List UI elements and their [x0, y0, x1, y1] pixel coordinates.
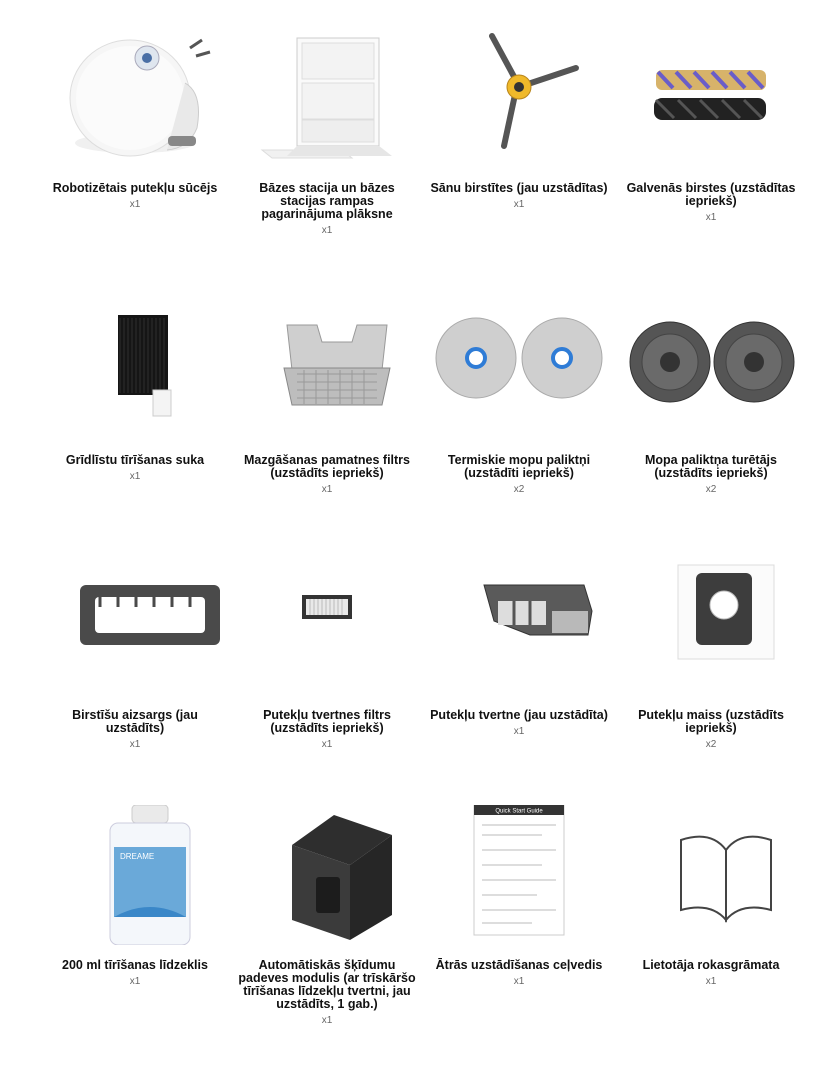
base-station-icon: [242, 28, 412, 168]
item-name: Ātrās uzstādīšanas ceļvedis: [435, 958, 603, 972]
item-robot-vacuum: [35, 28, 235, 210]
item-quantity: x1: [321, 225, 333, 236]
item-quantity: x1: [513, 976, 525, 987]
bottle-brand: DREAME: [120, 852, 155, 861]
item-name: Lietotāja rokasgrāmata: [642, 958, 780, 972]
item-baseboard-brush: [35, 300, 235, 482]
item-quantity: x1: [129, 199, 141, 210]
item-name: Galvenās birstes (uzstādītas iepriekš): [626, 181, 796, 208]
item-quantity: x2: [705, 484, 717, 495]
dustbin-filter-icon: [242, 555, 412, 695]
item-brush-guard: [35, 555, 235, 750]
item-mop-pads: [419, 300, 619, 495]
item-quantity: x1: [513, 199, 525, 210]
item-dust-bag: [611, 555, 811, 750]
item-name: Robotizētais putekļu sūcējs: [52, 181, 218, 195]
brush-guard-icon: [50, 555, 220, 695]
item-name: 200 ml tīrīšanas līdzeklis: [62, 958, 208, 972]
item-name: Putekļu maiss (uzstādīts iepriekš): [638, 708, 784, 735]
item-quick-guide: [419, 805, 619, 987]
item-name: Bāzes stacija un bāzes stacijas rampas pagarinājuma plāksne: [259, 181, 395, 221]
auto-dispenser-icon: [242, 805, 412, 945]
mop-holder-icon: [626, 300, 796, 440]
item-main-brush: [611, 28, 811, 223]
item-name: Grīdlīstu tīrīšanas suka: [65, 453, 205, 467]
dust-bag-icon: [626, 555, 796, 695]
item-quantity: x1: [705, 212, 717, 223]
mop-pad-icon: [434, 300, 604, 440]
item-quantity: x1: [705, 976, 717, 987]
quick-guide-title: Quick Start Guide: [495, 808, 543, 815]
item-washboard-filter: [227, 300, 427, 495]
user-manual-icon: [626, 805, 796, 945]
item-quantity: x1: [321, 739, 333, 750]
item-base-station: [227, 28, 427, 236]
item-name: Sānu birstītes (jau uzstādītas): [430, 181, 608, 195]
item-name: Mazgāšanas pamatnes filtrs (uzstādīts iepriekš): [243, 453, 411, 480]
item-name: Birstīšu aizsargs (jau uzstādīts): [72, 708, 198, 735]
item-quantity: x1: [513, 726, 525, 737]
detergent-bottle-icon: [50, 805, 220, 945]
side-brush-icon: [434, 28, 604, 168]
item-quantity: x1: [321, 484, 333, 495]
item-side-brush: [419, 28, 619, 210]
robot-vacuum-icon: [50, 28, 220, 168]
item-user-manual: [611, 805, 811, 987]
item-name: Putekļu tvertne (jau uzstādīta): [430, 708, 608, 722]
item-name: Termiskie mopu paliktņi (uzstādīti iepriekš): [447, 453, 591, 480]
item-quantity: x1: [129, 739, 141, 750]
item-quantity: x1: [321, 1015, 333, 1026]
baseboard-brush-icon: [50, 300, 220, 440]
quick-guide-icon: [434, 805, 604, 945]
item-name: Putekļu tvertnes filtrs (uzstādīts iepriekš): [263, 708, 391, 735]
item-quantity: x2: [705, 739, 717, 750]
item-detergent: [35, 805, 235, 987]
item-auto-dispenser: [227, 805, 427, 1026]
item-mop-holder: [611, 300, 811, 495]
item-dustbin: [419, 555, 619, 737]
item-name: Automātiskās šķīdumu padeves modulis (ar trīskāršo tīrīšanas līdzekļu tvertni, jau uzstādīts, 1 gab.): [238, 958, 416, 1011]
main-brush-icon: [626, 28, 796, 168]
dustbin-icon: [434, 555, 604, 695]
item-quantity: x2: [513, 484, 525, 495]
item-dustbin-filter: [227, 555, 427, 750]
item-quantity: x1: [129, 976, 141, 987]
washboard-filter-icon: [242, 300, 412, 440]
item-quantity: x1: [129, 471, 141, 482]
item-name: Mopa paliktņa turētājs (uzstādīts iepriekš): [645, 453, 777, 480]
